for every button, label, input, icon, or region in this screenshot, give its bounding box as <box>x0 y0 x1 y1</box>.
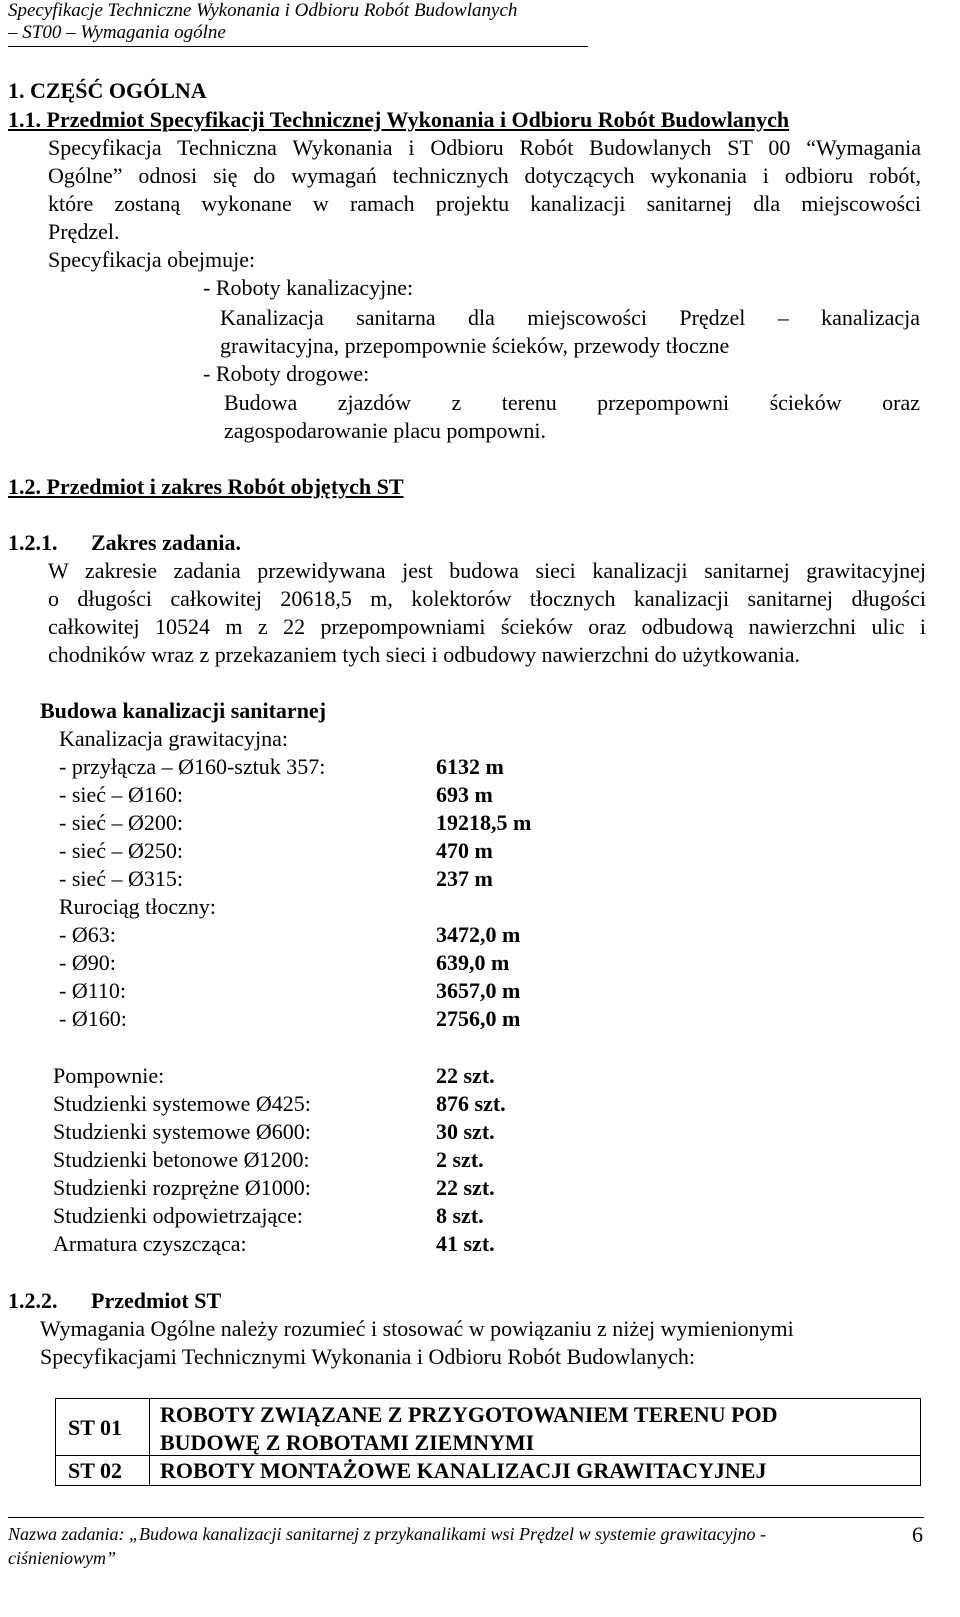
st-code-cell: ST 02 <box>68 1458 123 1483</box>
gravity-item-value: 470 m <box>436 838 493 863</box>
footer-rule <box>8 1517 924 1518</box>
other-item-label: Studzienki rozprężne Ø1000: <box>53 1175 311 1200</box>
section-1-2-heading: 1.2. Przedmiot i zakres Robót objętych ST <box>8 474 404 499</box>
footer-task-name-continued: ciśnieniowym” <box>8 1548 116 1568</box>
gravity-item-value: 693 m <box>436 782 493 807</box>
budowa-heading: Budowa kanalizacji sanitarnej <box>40 698 327 723</box>
section-1-1-heading: 1.1. Przedmiot Specyfikacji Technicznej Wykonania i Odbioru Robót Budowlanych <box>8 107 790 132</box>
gravity-item-label: - sieć – Ø315: <box>59 866 184 891</box>
pressure-item-label: - Ø160: <box>59 1006 127 1031</box>
pressure-item-label: - Ø63: <box>59 922 116 947</box>
gravity-item-label: - przyłącza – Ø160-sztuk 357: <box>59 754 326 779</box>
other-item-label: Studzienki systemowe Ø600: <box>53 1119 311 1144</box>
gravity-item-value: 6132 m <box>436 754 504 779</box>
pressure-item-value: 2756,0 m <box>436 1006 521 1031</box>
section-1-2-1-line: o długości całkowitej 20618,5 m, kolektorów tłocznych kanalizacji sanitarnej długości <box>48 586 926 611</box>
gravity-item-label: - sieć – Ø200: <box>59 810 184 835</box>
section-1-1-line: Prędzel. <box>48 219 120 244</box>
section-1-2-1-line: W zakresie zadania przewidywana jest budowa sieci kanalizacji sanitarnej grawitacyjnej <box>48 558 926 583</box>
st-desc-cell: BUDOWĘ Z ROBOTAMI ZIEMNYMI <box>160 1430 535 1455</box>
gravity-item-label: - sieć – Ø160: <box>59 782 184 807</box>
other-item-value: 22 szt. <box>436 1063 495 1088</box>
section-1-2-2-title: Przedmiot ST <box>91 1288 222 1313</box>
document-header-subtitle: – ST00 – Wymagania ogólne <box>8 22 226 43</box>
scope-item-road-line: zagospodarowanie placu pompowni. <box>224 418 546 443</box>
scope-item-sewer-line: Kanalizacja sanitarna dla miejscowości Prędzel – kanalizacja <box>220 305 920 330</box>
pressure-item-value: 639,0 m <box>436 950 510 975</box>
gravity-sewer-label: Kanalizacja grawitacyjna: <box>59 726 289 751</box>
other-item-label: Armatura czyszcząca: <box>53 1231 247 1256</box>
scope-item-sewer-title: - Roboty kanalizacyjne: <box>203 275 414 300</box>
section-1-2-1-number: 1.2.1. <box>8 530 58 555</box>
section-1-1-line: Specyfikacja Techniczna Wykonania i Odbioru Robót Budowlanych ST 00 “Wymagania <box>48 135 921 160</box>
pressure-item-value: 3657,0 m <box>436 978 521 1003</box>
section-1-1-line: które zostaną wykonane w ramach projektu kanalizacji sanitarnej dla miejscowości <box>48 191 921 216</box>
section-1-2-1-line: chodników wraz z przekazaniem tych sieci i odbudowy nawierzchni do użytkowania. <box>48 642 801 667</box>
gravity-item-value: 237 m <box>436 866 493 891</box>
pressure-item-value: 3472,0 m <box>436 922 521 947</box>
section-1-2-1-line: całkowitej 10524 m z 22 przepompowniami ścieków oraz odbudową nawierzchni ulic i <box>48 614 926 639</box>
other-item-value: 8 szt. <box>436 1203 484 1228</box>
section-1-2-2-line: Wymagania Ogólne należy rozumieć i stosować w powiązaniu z niżej wymienionymi <box>40 1316 794 1341</box>
other-item-label: Studzienki betonowe Ø1200: <box>53 1147 310 1172</box>
gravity-item-label: - sieć – Ø250: <box>59 838 184 863</box>
other-item-label: Studzienki odpowietrzające: <box>53 1203 303 1228</box>
other-item-value: 876 szt. <box>436 1091 506 1116</box>
pressure-item-label: - Ø90: <box>59 950 116 975</box>
pressure-item-label: - Ø110: <box>59 978 127 1003</box>
gravity-item-value: 19218,5 m <box>436 810 532 835</box>
other-item-label: Pompownie: <box>53 1063 165 1088</box>
page-number: 6 <box>912 1522 923 1547</box>
section-1-2-2-number: 1.2.2. <box>8 1288 58 1313</box>
section-1-1-line: Ogólne” odnosi się do wymagań technicznych dotyczących wykonania i odbioru robót, <box>48 163 921 188</box>
scope-item-sewer-line: grawitacyjna, przepompownie ścieków, przewody tłoczne <box>220 333 730 358</box>
scope-item-road-title: - Roboty drogowe: <box>203 361 370 386</box>
section-1-2-1-title: Zakres zadania. <box>91 530 241 555</box>
st-desc-cell: ROBOTY MONTAŻOWE KANALIZACJI GRAWITACYJNEJ <box>160 1458 767 1483</box>
footer-task-name: Nazwa zadania: „Budowa kanalizacji sanitarnej z przykanalikami wsi Prędzel w systemie grawitacyjno - <box>8 1524 766 1544</box>
header-rule <box>8 46 588 47</box>
document-header-title: Specyfikacje Techniczne Wykonania i Odbioru Robót Budowlanych <box>8 0 518 21</box>
scope-item-road-line: Budowa zjazdów z terenu przepompowni ścieków oraz <box>224 390 920 415</box>
st-desc-cell: ROBOTY ZWIĄZANE Z PRZYGOTOWANIEM TERENU POD <box>160 1402 778 1427</box>
other-item-value: 41 szt. <box>436 1231 495 1256</box>
st-table <box>55 1398 921 1486</box>
section-1-2-2-line: Specyfikacjami Technicznymi Wykonania i Odbioru Robót Budowlanych: <box>40 1344 695 1369</box>
st-code-cell: ST 01 <box>68 1415 123 1440</box>
other-item-value: 22 szt. <box>436 1175 495 1200</box>
other-item-value: 30 szt. <box>436 1119 495 1144</box>
other-item-value: 2 szt. <box>436 1147 484 1172</box>
pressure-pipeline-label: Rurociąg tłoczny: <box>59 894 217 919</box>
scope-intro: Specyfikacja obejmuje: <box>48 247 256 272</box>
other-item-label: Studzienki systemowe Ø425: <box>53 1091 311 1116</box>
section-1-heading: 1. CZĘŚĆ OGÓLNA <box>8 78 207 103</box>
st-table-column-divider <box>149 1399 150 1485</box>
